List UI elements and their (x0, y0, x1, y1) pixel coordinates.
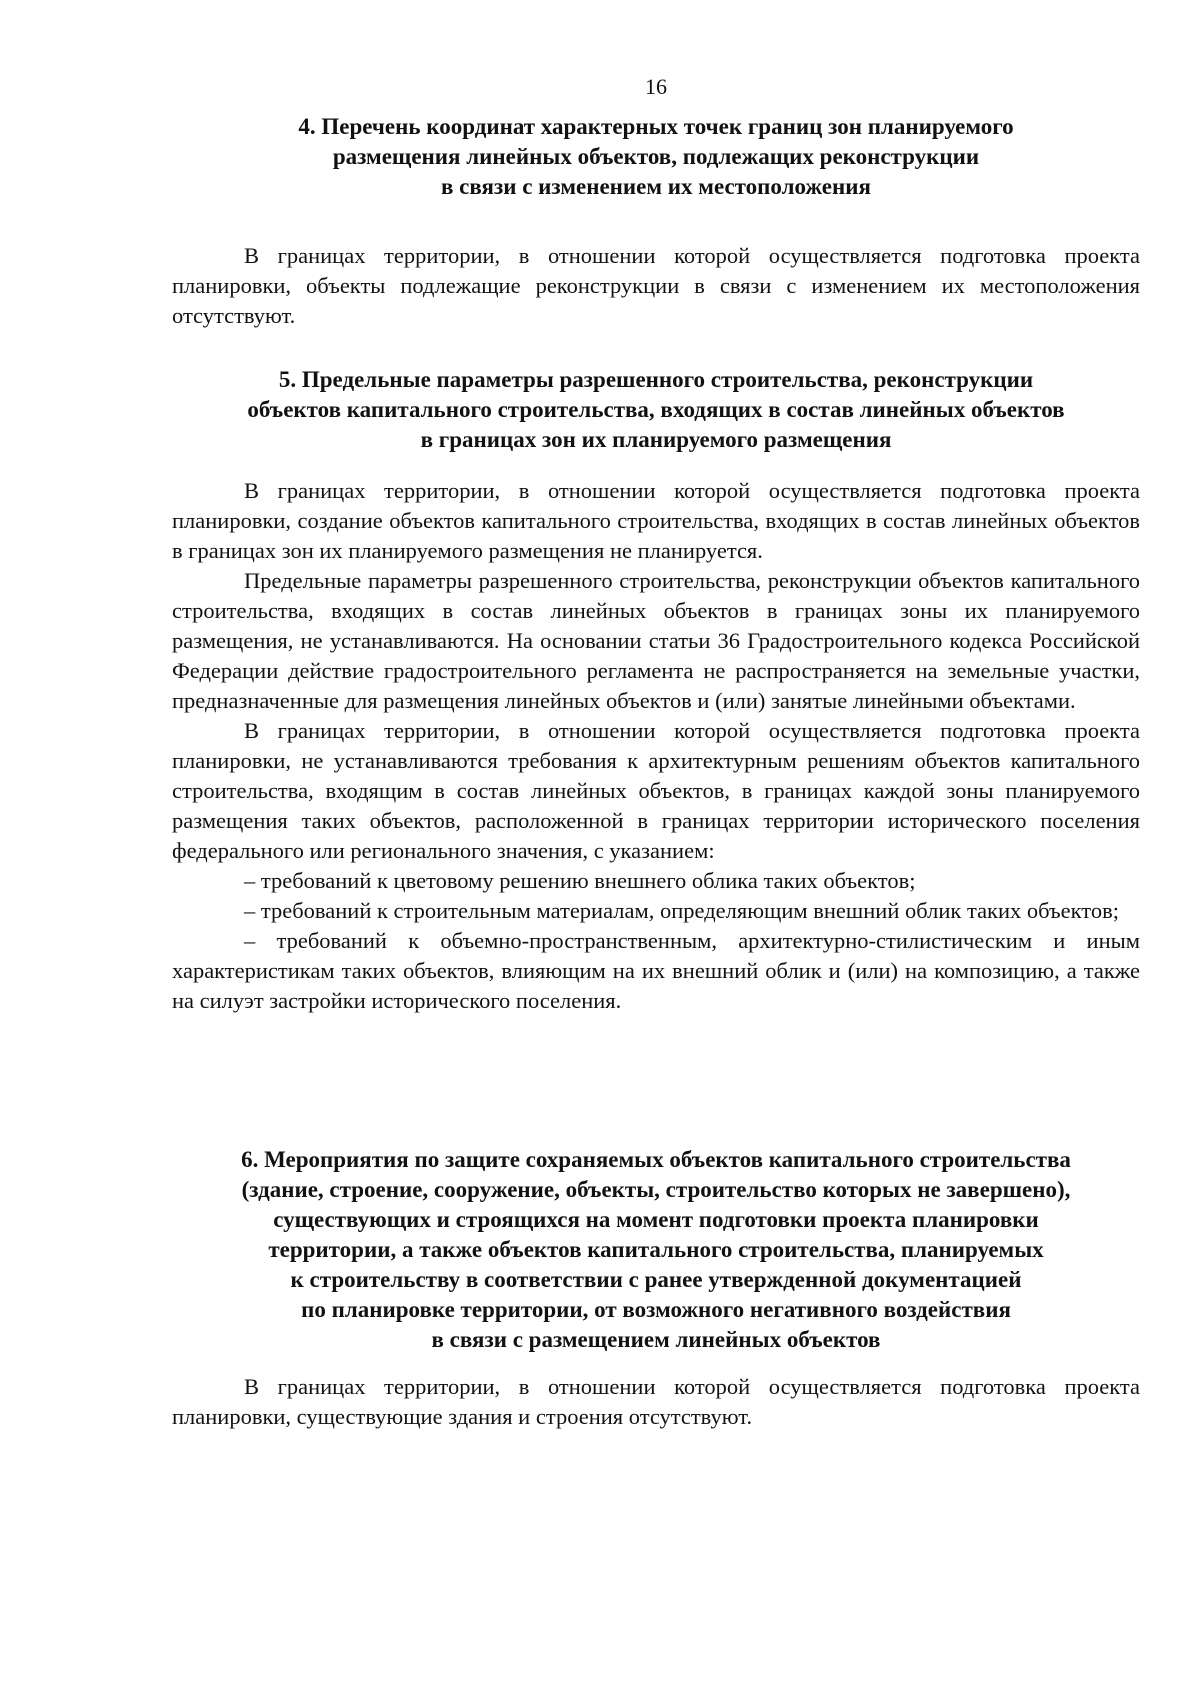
section-4-body (172, 241, 1140, 331)
paragraph: В границах территории, в отношении которой осуществляется подготовка проекта планировки, не устанавливаются требования к архитектурным решениям объектов капитального строительства, входящим в состав линейных объектов, в границах каждой зоны планируемого размещения таких объектов, расположенной в границах территории исторического поселения федерального или регионального значения, с указанием: (172, 718, 1140, 863)
document-page (172, 0, 1140, 1698)
heading-line: в связи с изменением их местоположения (441, 174, 871, 199)
section-6-heading (172, 1145, 1140, 1355)
heading-line: существующих и строящихся на момент подготовки проекта планировки (273, 1207, 1039, 1232)
heading-line: по планировке территории, от возможного негативного воздействия (301, 1297, 1011, 1322)
heading-line: 5. Предельные параметры разрешенного строительства, реконструкции (278, 367, 1034, 392)
paragraph: В границах территории, в отношении которой осуществляется подготовка проекта планировки, объекты подлежащие реконструкции в связи с изменением их местоположения отсутствуют. (172, 243, 1140, 328)
paragraph: В границах территории, в отношении которой осуществляется подготовка проекта планировки, создание объектов капитального строительства, входящих в состав линейных объектов в границах зон их планируемого размещения не планируется. (172, 478, 1140, 563)
page-number: 16 (645, 74, 667, 99)
list-item: – требований к объемно-пространственным, архитектурно-стилистическим и иным характеристикам таких объектов, влияющим на их внешний облик и (или) на композицию, а также на силуэт застройки исторического поселения. (172, 928, 1140, 1013)
section-5-heading (172, 365, 1140, 455)
heading-line: (здание, строение, сооружение, объекты, строительство которых не завершено), (241, 1177, 1071, 1202)
heading-line: к строительству в соответствии с ранее утвержденной документацией (290, 1267, 1022, 1292)
section-5-body (172, 476, 1140, 1016)
heading-line: в связи с размещением линейных объектов (431, 1327, 881, 1352)
section-6-body (172, 1372, 1140, 1432)
heading-line: в границах зон их планируемого размещения (420, 427, 892, 452)
list-item: – требований к цветовому решению внешнего облика таких объектов; (244, 868, 916, 893)
section-4-heading (172, 112, 1140, 202)
heading-line: размещения линейных объектов, подлежащих реконструкции (332, 144, 980, 169)
heading-line: объектов капитального строительства, входящих в состав линейных объектов (247, 397, 1065, 422)
heading-line: 4. Перечень координат характерных точек границ зон планируемого (298, 114, 1014, 139)
paragraph: Предельные параметры разрешенного строительства, реконструкции объектов капитального строительства, входящих в состав линейных объектов в границах зоны их планируемого размещения, не устанавливаются. На основании статьи 36 Градостроительного кодекса Российской Федерации действие градостроительного регламента не распространяется на земельные участки, предназначенные для размещения линейных объектов и (или) занятые линейными объектами. (172, 568, 1140, 713)
list-item: – требований к строительным материалам, определяющим внешний облик таких объектов; (244, 898, 1119, 923)
heading-line: 6. Мероприятия по защите сохраняемых объектов капитального строительства (241, 1147, 1071, 1172)
paragraph: В границах территории, в отношении которой осуществляется подготовка проекта планировки, существующие здания и строения отсутствуют. (172, 1374, 1140, 1429)
heading-line: территории, а также объектов капитального строительства, планируемых (268, 1237, 1044, 1262)
